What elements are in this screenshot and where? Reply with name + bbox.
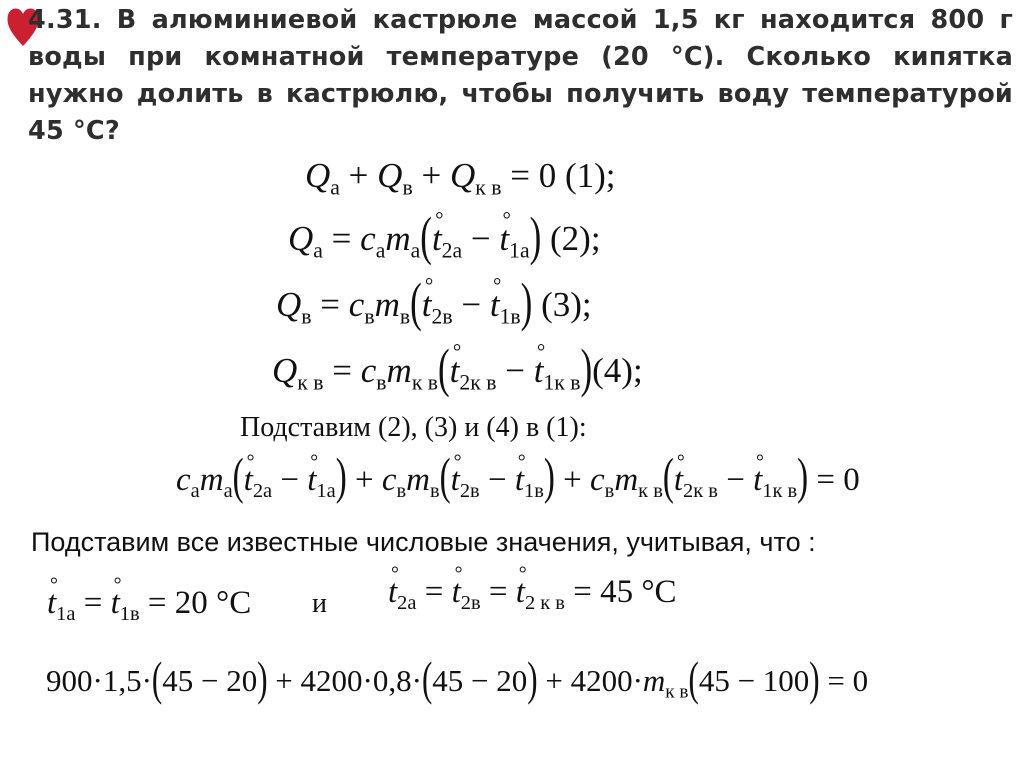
equation-3: $Q_в = c_вm_в(^\circ$ $t_{2в}$ − ° $t_{1в}$) (3); — [276, 285, 592, 325]
initial-value: 20 — [174, 585, 208, 621]
combined-zero: 0 — [843, 462, 860, 498]
unit-final: °C — [641, 574, 677, 610]
substitute-line: Подставим (2), (3) и (4) в (1): — [240, 412, 587, 443]
eq4-tag: (4) — [592, 351, 633, 390]
problem-statement — [28, 2, 1013, 150]
numeric-zero: 0 — [852, 663, 869, 698]
conditions-joiner: и — [312, 588, 327, 619]
eq1-end: ; — [605, 156, 616, 195]
value-1-5: 1,5 — [102, 663, 142, 698]
eq3-tag: (3) — [541, 285, 582, 324]
value-4200-b: 4200 — [570, 663, 633, 698]
problem-number: 4.31. — [28, 5, 102, 35]
final-value: 45 — [600, 574, 634, 610]
values-line: Подставим все известные числовые значения, учитывая, что : — [31, 527, 816, 557]
eq1-tag: (1) — [564, 156, 606, 195]
eq2-tag: (2) — [550, 219, 591, 258]
eq1-zero: 0 — [538, 156, 557, 195]
condition-initial: ° $t_{1а}$ = ° $t_{1в} = 20$ °C — [47, 585, 251, 622]
unit-initial: °C — [216, 585, 252, 621]
combined-equation: $c_аm_а(^\circ$ $t_{2а}$ − ° $t_{1а}) + c_вm_в(^\circ$ $t_{2в}$ − ° $t_{1в}) + c_вm_{к в}(^\circ$ $t_{2к в}$ − ° $t_{1к в}) = 0$ — [176, 462, 860, 499]
equation-1: $Q_а + Q_в + Q_{к в} = 0$ (1); — [305, 156, 616, 200]
eq4-end: ; — [632, 351, 643, 390]
value-45-a: 45 — [162, 663, 194, 698]
value-0-8: 0,8 — [372, 663, 412, 698]
eq3-end: ; — [581, 285, 592, 324]
value-45-b: 45 — [432, 663, 464, 698]
value-45-c: 45 — [698, 663, 730, 698]
value-20-a: 20 — [226, 663, 258, 698]
value-900: 900 — [46, 663, 93, 698]
problem-text: В алюминиевой кастрюле массой 1,5 кг находится 800 г воды при комнатной температуре (20 °С). Сколько кипятка нужно долить в кастрюлю, чтобы получить воду температурой 45 °С? — [28, 5, 1013, 146]
value-20-b: 20 — [496, 663, 528, 698]
value-4200-a: 4200 — [300, 663, 363, 698]
numeric-equation: $900\cdot 1,5\cdot(45 - 20) + 4200\cdot 0,8\cdot(45 - 20) + 4200\cdot m_{к в}(45 - 100) = 0$ — [46, 651, 869, 706]
eq2-end: ; — [590, 219, 601, 258]
equation-2: $Q_а = c_аm_а(^\circ$ $t_{2а}$ − ° $t_{1а}$) (2); — [288, 219, 601, 259]
value-100: 100 — [762, 663, 810, 698]
equation-4: $Q_{к в} = c_вm_{к в}(^\circ$ $t_{2к в}$ − ° $t_{1к в})(4)$; — [272, 351, 643, 391]
condition-final: ° $t_{2а}$ = ° $t_{2в}$ = ° $t_{2 к в} = 45$ °C — [388, 574, 677, 611]
